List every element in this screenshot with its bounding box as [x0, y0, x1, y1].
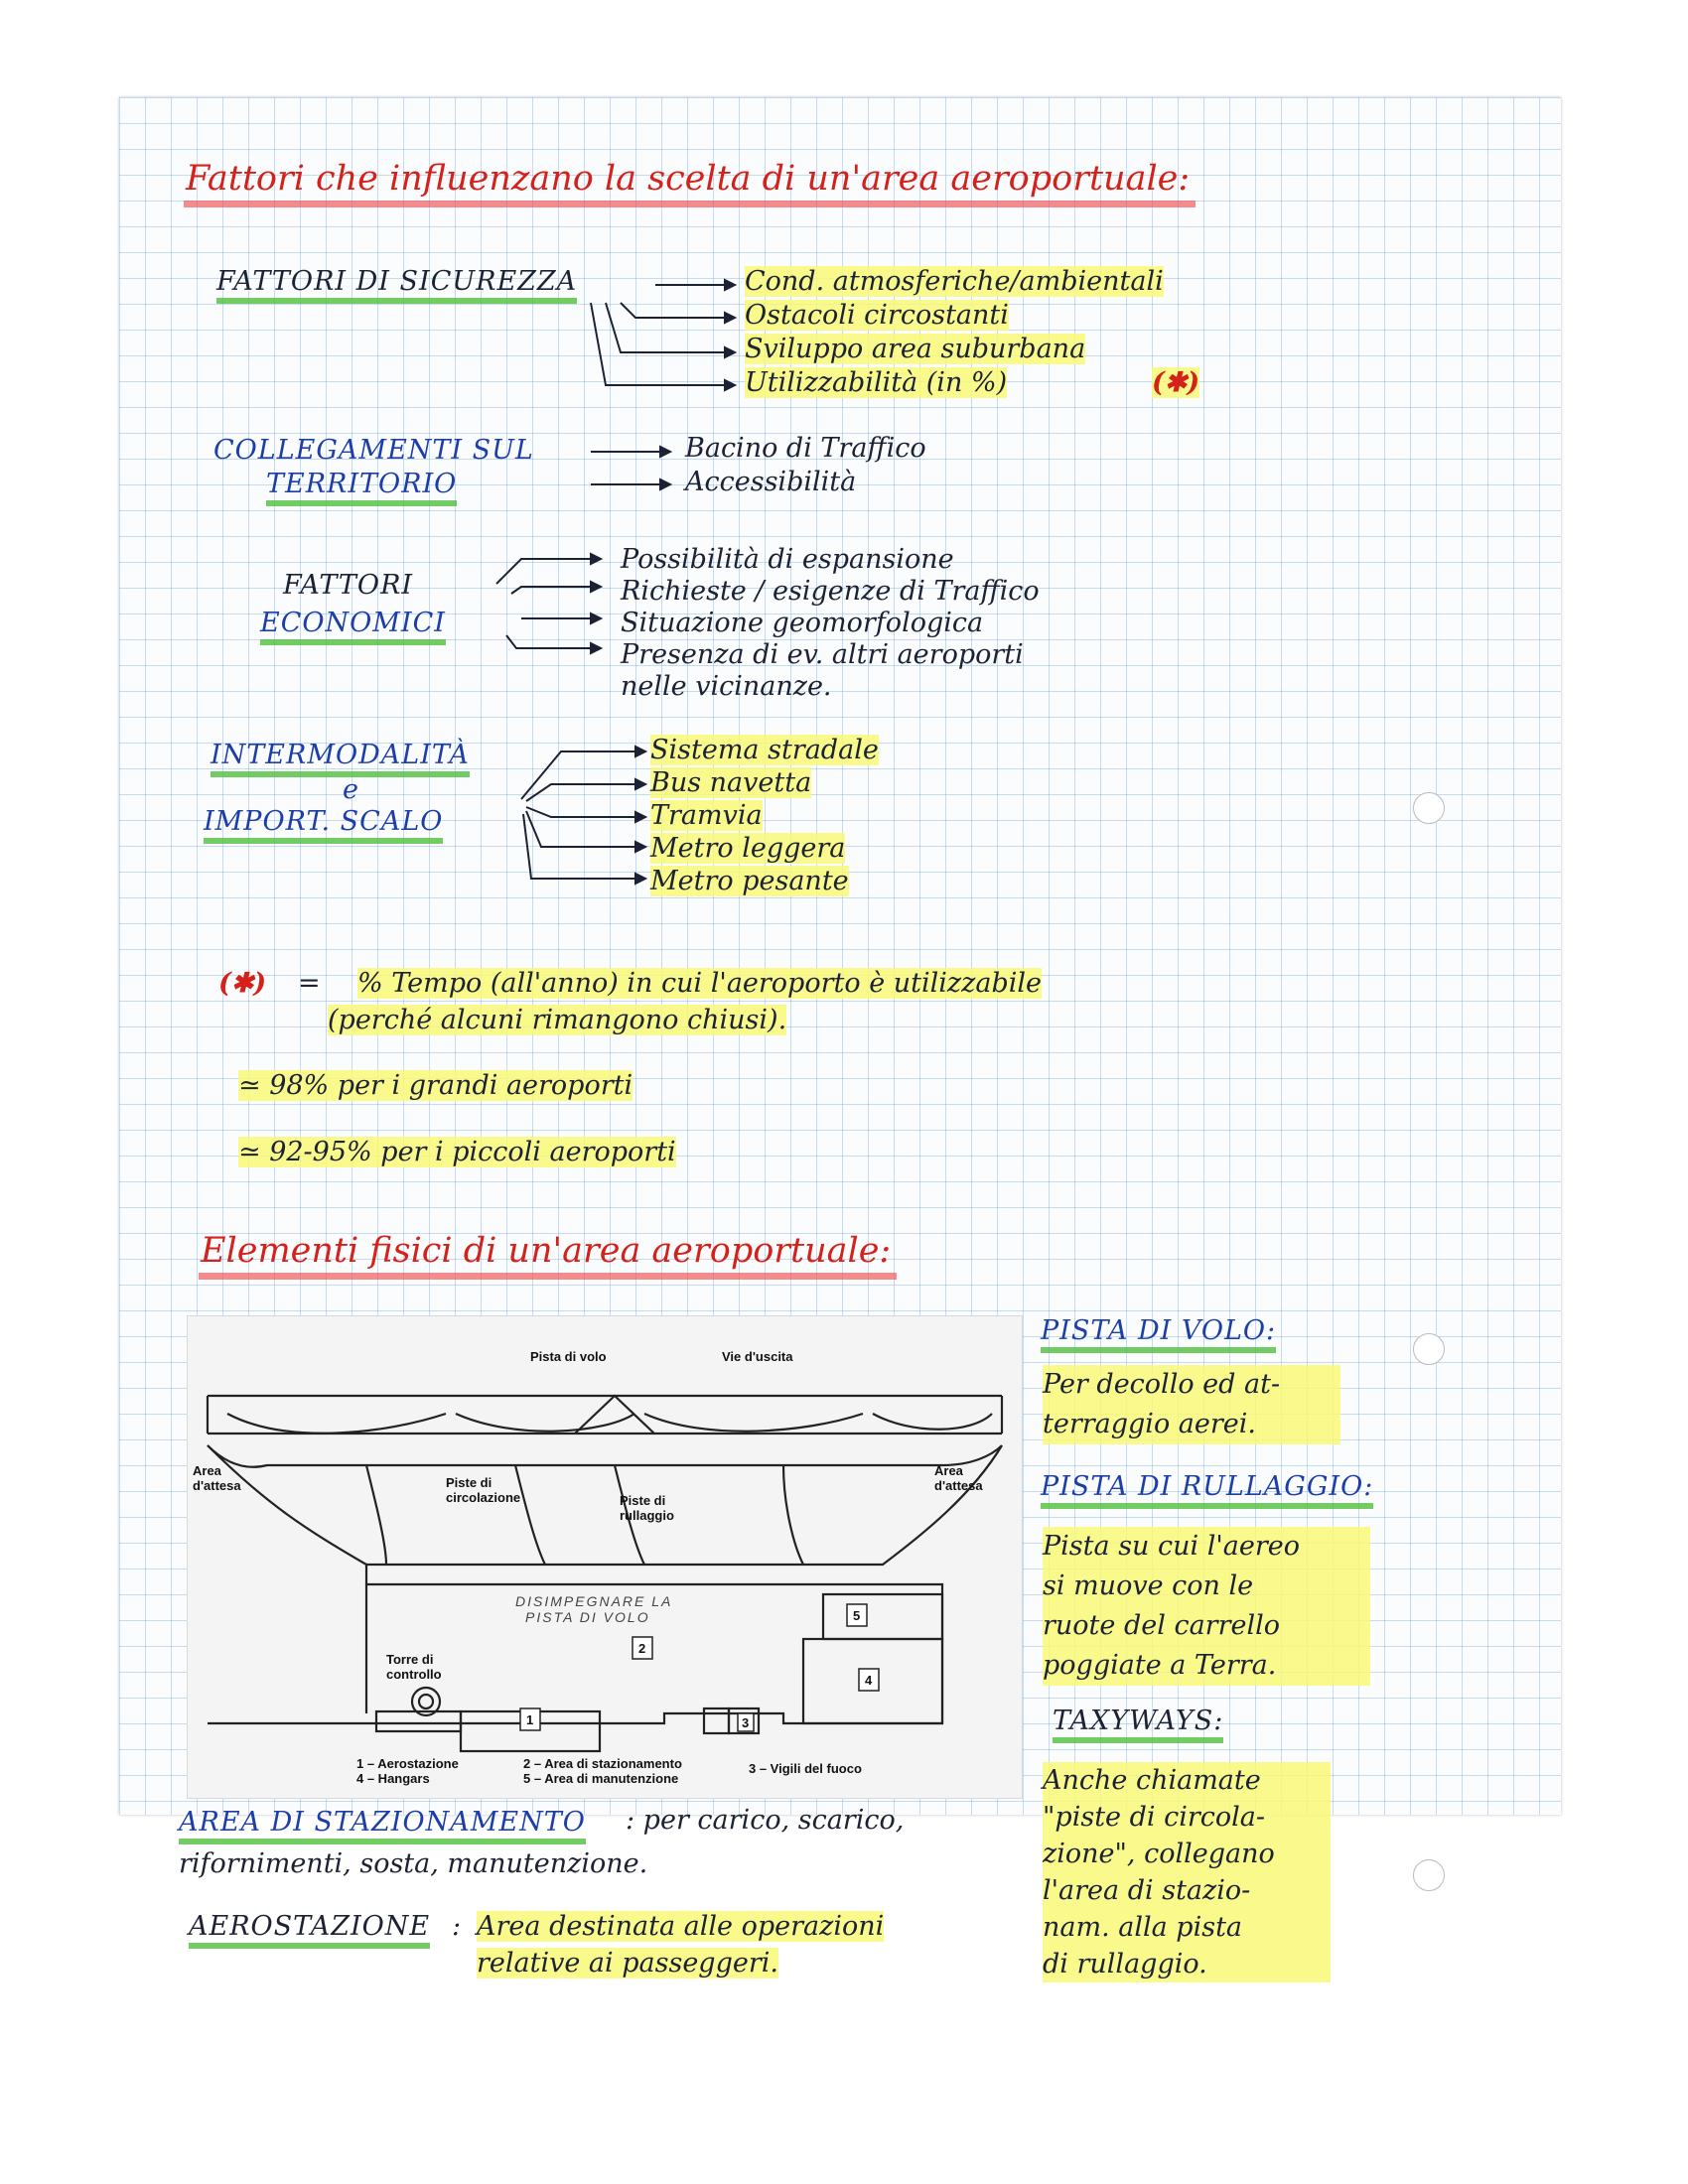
note-rullaggio-line-1: Pista su cui l'aereo — [1043, 1531, 1301, 1562]
legend-1b: 4 – Hangars — [356, 1771, 430, 1786]
note-taxy-line-6: di rullaggio. — [1043, 1949, 1207, 1979]
arrows-intermodalita — [511, 740, 660, 898]
label-area-attesa-right-1: Area — [934, 1463, 963, 1478]
nota-asterisk: (✱) — [218, 968, 267, 999]
handwritten-note-1: DISIMPEGNARE LA — [515, 1593, 673, 1609]
marker-1: 1 — [526, 1712, 534, 1727]
note-pista-volo-line-2: terraggio aerei. — [1043, 1409, 1256, 1439]
binder-hole — [1413, 792, 1445, 824]
legend-3: 3 – Vigili del fuoco — [749, 1761, 862, 1776]
legend-2a: 2 – Area di stazionamento — [523, 1756, 682, 1771]
label-piste-circolazione-2: circolazione — [446, 1490, 521, 1505]
item-sicurezza-2: Ostacoli circostanti — [745, 300, 1009, 331]
note-rullaggio-line-4: poggiate a Terra. — [1043, 1650, 1277, 1681]
legend-1a: 1 – Aerostazione — [356, 1756, 459, 1771]
marker-4: 4 — [865, 1673, 873, 1688]
note-pista-volo-line-1: Per decollo ed at- — [1043, 1369, 1281, 1400]
asterisk-mark: (✱) — [1152, 367, 1200, 398]
heading-pista-rullaggio: PISTA DI RULLAGGIO: — [1041, 1471, 1373, 1509]
heading-sicurezza: FATTORI DI SICUREZZA — [216, 266, 577, 304]
item-sicurezza-3: Sviluppo area suburbana — [745, 334, 1086, 364]
aerostazione-text-2: relative ai passeggeri. — [477, 1948, 778, 1979]
label-torre-1: Torre di — [386, 1652, 434, 1667]
heading-economici-2: ECONOMICI — [260, 608, 446, 645]
heading-intermodalita-3: IMPORT. SCALO — [204, 806, 443, 844]
note-taxy-line-5: nam. alla pista — [1043, 1912, 1243, 1943]
item-economici-5: nelle vicinanze. — [621, 671, 832, 702]
aerostazione-text-1: Area destinata alle operazioni — [477, 1911, 885, 1942]
item-sicurezza-1: Cond. atmosferiche/ambientali — [745, 266, 1164, 297]
heading-collegamenti-2: TERRITORIO — [266, 469, 457, 506]
section-title-elementi: Elementi fisici di un'area aeroportuale: — [199, 1231, 897, 1280]
note-taxy-line-3: zione", collegano — [1043, 1839, 1275, 1869]
item-intermodalita-1: Sistema stradale — [650, 735, 879, 765]
note-taxy-line-2: "piste di circola- — [1043, 1802, 1266, 1833]
heading-economici-1: FATTORI — [283, 570, 414, 601]
item-intermodalita-2: Bus navetta — [650, 767, 812, 798]
note-taxyways — [1043, 1762, 1331, 1982]
note-taxy-line-1: Anche chiamate — [1043, 1765, 1261, 1796]
nota-equals: = — [298, 968, 321, 999]
item-economici-1: Possibilità di espansione — [621, 544, 954, 575]
heading-area-stazionamento: AREA DI STAZIONAMENTO — [179, 1807, 586, 1844]
label-piste-circolazione-1: Piste di — [446, 1475, 492, 1490]
aerostazione-colon: : — [452, 1911, 462, 1942]
page-title: Fattori che influenzano la scelta di un'area aeroportuale: — [184, 159, 1196, 207]
heading-intermodalita-2: e — [343, 774, 359, 805]
marker-3: 3 — [742, 1715, 750, 1730]
item-collegamenti-1: Bacino di Traffico — [685, 433, 926, 464]
item-economici-3: Situazione geomorfologica — [621, 608, 984, 638]
item-intermodalita-4: Metro leggera — [650, 833, 846, 864]
marker-5: 5 — [853, 1608, 861, 1623]
item-collegamenti-2: Accessibilità — [685, 467, 857, 497]
heading-aerostazione: AEROSTAZIONE — [189, 1911, 430, 1949]
heading-collegamenti-1: COLLEGAMENTI SUL — [213, 435, 534, 466]
label-piste-rullaggio-1: Piste di — [620, 1493, 666, 1508]
item-sicurezza-4: Utilizzabilità (in %) — [745, 367, 1008, 398]
stazionamento-text-2: rifornimenti, sosta, manutenzione. — [179, 1848, 648, 1879]
nota-approx-2: ≃ 92-95% per i piccoli aeroporti — [238, 1137, 676, 1167]
nota-approx-1: ≃ 98% per i grandi aeroporti — [238, 1070, 633, 1101]
binder-hole — [1413, 1333, 1445, 1365]
marker-2: 2 — [638, 1641, 646, 1656]
item-economici-4: Presenza di ev. altri aeroporti — [621, 639, 1024, 670]
label-torre-2: controllo — [386, 1667, 442, 1682]
airport-layout-diagram — [187, 1315, 1023, 1799]
heading-taxyways: TAXYWAYS: — [1053, 1706, 1223, 1743]
item-intermodalita-3: Tramvia — [650, 800, 763, 831]
arrows-collegamenti — [586, 437, 685, 496]
stazionamento-text-1: : per carico, scarico, — [626, 1805, 905, 1836]
arrows-economici — [487, 544, 616, 663]
handwritten-note-2: PISTA DI VOLO — [525, 1609, 650, 1625]
label-piste-rullaggio-2: rullaggio — [620, 1508, 674, 1523]
label-area-attesa-right-2: d'attesa — [934, 1478, 983, 1493]
binder-hole — [1413, 1859, 1445, 1891]
item-intermodalita-5: Metro pesante — [650, 866, 849, 896]
arrows-sicurezza — [576, 268, 765, 407]
label-pista-di-volo: Pista di volo — [530, 1349, 607, 1364]
nota-line-2: (perché alcuni rimangono chiusi). — [328, 1005, 787, 1035]
note-taxy-line-4: l'area di stazio- — [1043, 1875, 1251, 1906]
heading-pista-volo: PISTA DI VOLO: — [1041, 1315, 1276, 1353]
note-rullaggio-line-2: si muove con le — [1043, 1570, 1254, 1601]
label-area-attesa-left-2: d'attesa — [193, 1478, 241, 1493]
note-pista-volo — [1043, 1365, 1340, 1444]
item-economici-2: Richieste / esigenze di Traffico — [621, 576, 1040, 607]
nota-line-1: % Tempo (all'anno) in cui l'aeroporto è utilizzabile — [357, 968, 1042, 999]
note-rullaggio-line-3: ruote del carrello — [1043, 1610, 1280, 1641]
note-pista-rullaggio — [1043, 1527, 1370, 1686]
heading-intermodalita-1: INTERMODALITÀ — [211, 740, 470, 777]
label-area-attesa-left-1: Area — [193, 1463, 221, 1478]
legend-2b: 5 – Area di manutenzione — [523, 1771, 679, 1786]
label-vie-uscita: Vie d'uscita — [722, 1349, 793, 1364]
